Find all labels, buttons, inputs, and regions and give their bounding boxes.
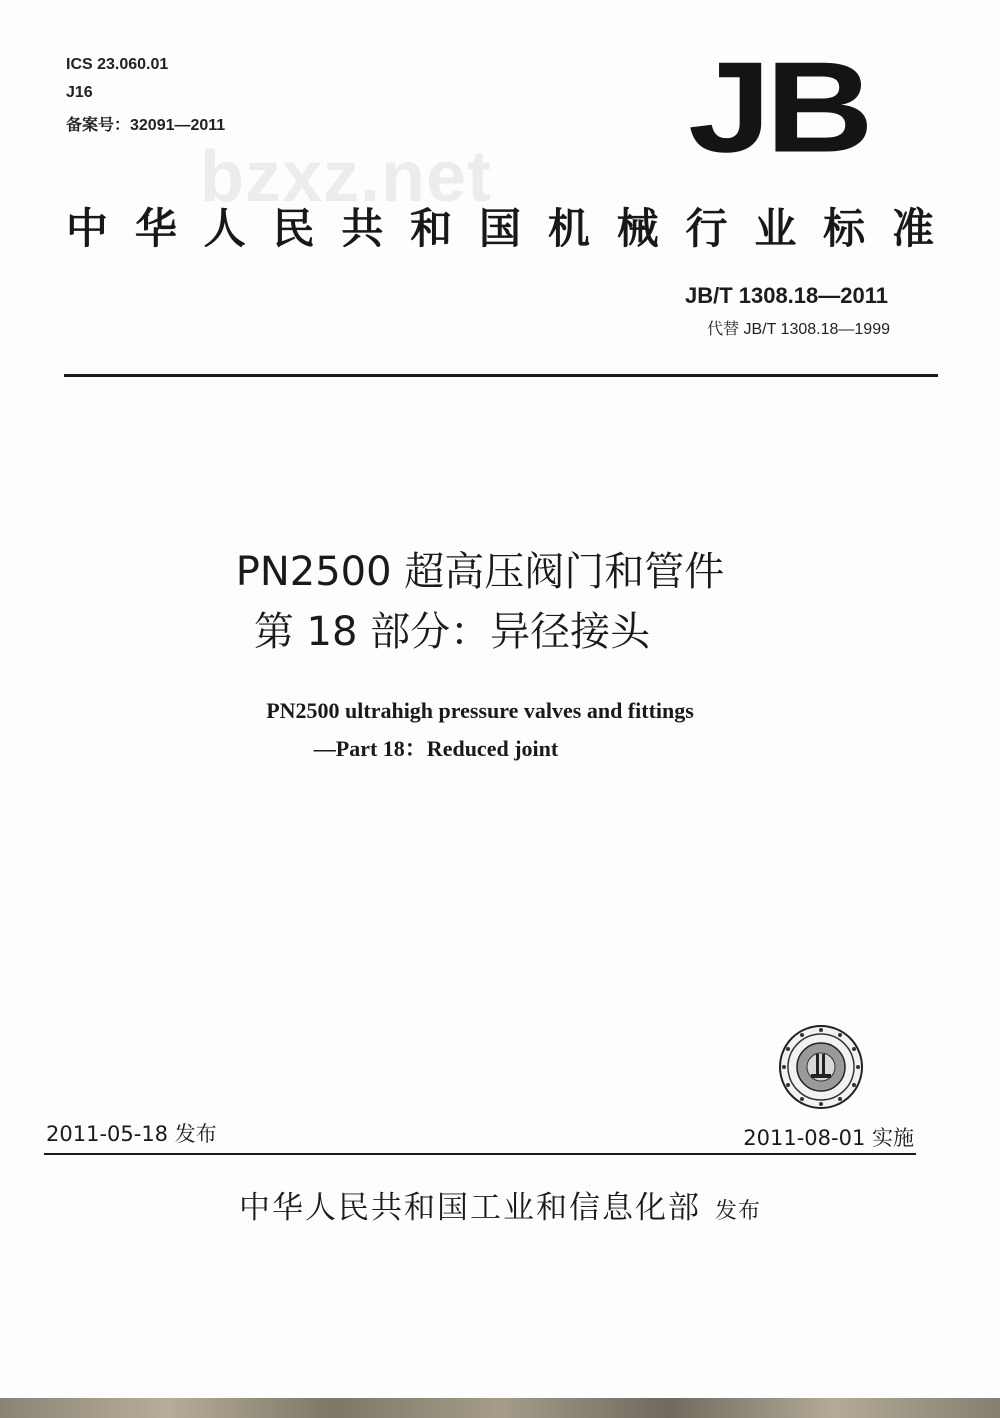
publisher xyxy=(0,1182,1000,1227)
seal-emblem-icon xyxy=(778,1024,864,1110)
issue-date: 2011-05-18 发布 xyxy=(46,1122,217,1146)
standard-number: JB/T 1308.18—2011 xyxy=(684,283,888,308)
ics-code: ICS 23.060.01 xyxy=(66,56,169,73)
scan-edge-band xyxy=(0,1398,1000,1418)
title-zh-line2: 第 18 部分：异径接头 xyxy=(253,609,651,655)
header-title: 中华人民共和国机械行业标准 xyxy=(66,204,936,253)
watermark: bzxz.net xyxy=(200,137,493,217)
classification-code: J16 xyxy=(66,84,93,101)
jb-logo xyxy=(688,34,883,179)
title-en-line2: —Part 18：Reduced joint xyxy=(313,736,559,761)
header-divider xyxy=(64,374,938,377)
standard-replaces: 代替 JB/T 1308.18—1999 xyxy=(707,321,890,338)
title-zh-line1: PN2500 超高压阀门和管件 xyxy=(235,549,725,595)
jb-logo-text: JB xyxy=(688,34,868,179)
footer-divider xyxy=(44,1153,916,1155)
publisher-name: 中华人民共和国工业和信息化部 xyxy=(238,1190,701,1226)
record-number: 备案号：32091—2011 xyxy=(66,117,226,134)
publisher-label: 发布 xyxy=(714,1199,761,1224)
implementation-date: 2011-08-01 实施 xyxy=(743,1126,914,1150)
title-en-line1: PN2500 ultrahigh pressure valves and fittings xyxy=(266,698,694,723)
